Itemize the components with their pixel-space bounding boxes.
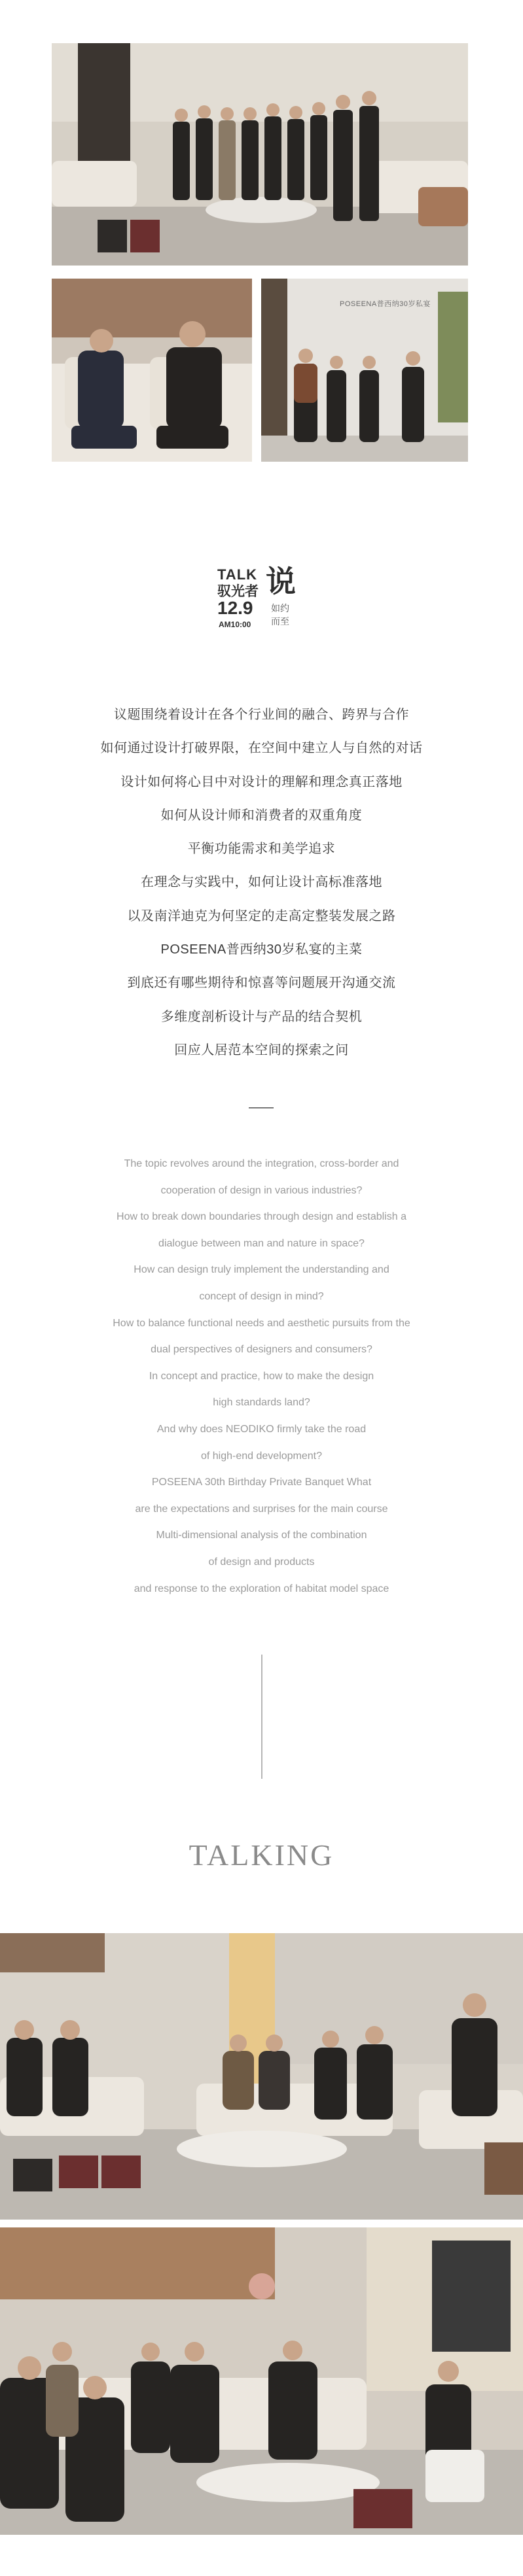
duo-seated-photo bbox=[52, 279, 252, 462]
intro-en-line: How can design truly implement the understanding and bbox=[134, 1264, 389, 1276]
lounge-discussion-photo-1 bbox=[0, 1933, 523, 2220]
group-photo-showroom bbox=[52, 43, 468, 266]
logo-ruyue-text: 如约而至 bbox=[271, 603, 289, 627]
intro-cn-line: POSEENA普西纳30岁私宴的主菜 bbox=[160, 942, 363, 957]
intro-cn-line: 到底还有哪些期待和惊喜等问题展开沟通交流 bbox=[127, 976, 396, 991]
logo-talk-text: TALK bbox=[217, 566, 258, 583]
intro-en-line: dual perspectives of designers and consumers? bbox=[151, 1344, 372, 1356]
intro-english-paragraph bbox=[0, 1151, 523, 1602]
intro-en-line: and response to the exploration of habitat model space bbox=[134, 1583, 389, 1594]
intro-cn-line: 议题围绕着设计在各个行业间的融合、跨界与合作 bbox=[114, 708, 409, 722]
logo-date-text: 12.9 bbox=[217, 598, 253, 618]
vertical-divider bbox=[261, 1655, 262, 1779]
intro-cn-line: 多维度剖析设计与产品的结合契机 bbox=[160, 1009, 363, 1024]
intro-en-line: of design and products bbox=[208, 1556, 315, 1568]
sign-wall-text: POSEENA普西纳30岁私宴 bbox=[340, 300, 431, 308]
intro-en-line: concept of design in mind? bbox=[199, 1290, 324, 1302]
intro-en-line: Multi-dimensional analysis of the combination bbox=[156, 1530, 367, 1541]
intro-en-line: are the expectations and surprises for the main course bbox=[135, 1503, 388, 1515]
short-divider bbox=[249, 1107, 274, 1108]
intro-cn-line: 如何通过设计打破界限，在空间中建立人与自然的对话 bbox=[100, 741, 423, 756]
intro-en-line: POSEENA 30th Birthday Private Banquet What bbox=[151, 1477, 372, 1488]
logo-name-text: 驭光者 bbox=[217, 584, 259, 599]
intro-en-line: of high-end development? bbox=[200, 1450, 323, 1462]
intro-cn-line: 如何从设计师和消费者的双重角度 bbox=[160, 808, 363, 823]
intro-en-line: The topic revolves around the integration, cross-border and bbox=[124, 1158, 399, 1169]
intro-en-line: dialogue between man and nature in space? bbox=[158, 1237, 365, 1249]
intro-chinese-paragraph bbox=[0, 698, 523, 1067]
logo-shuo-text: 说 bbox=[266, 564, 296, 598]
intro-en-line: How to balance functional needs and aesthetic pursuits from the bbox=[113, 1317, 410, 1329]
intro-cn-line: 设计如何将心目中对设计的理解和理念真正落地 bbox=[120, 774, 403, 789]
intro-en-line: And why does NEODIKO firmly take the road bbox=[156, 1423, 367, 1435]
intro-en-line: high standards land? bbox=[213, 1397, 310, 1409]
intro-en-line: cooperation of design in various industries? bbox=[160, 1184, 363, 1196]
intro-cn-line: 回应人居范本空间的探索之问 bbox=[174, 1042, 349, 1057]
intro-en-line: In concept and practice, how to make the design bbox=[149, 1370, 374, 1382]
lounge-discussion-photo-2 bbox=[0, 2227, 523, 2535]
intro-en-line: How to break down boundaries through design and establish a bbox=[117, 1211, 406, 1223]
logo-time-text: AM10:00 bbox=[219, 620, 251, 629]
intro-cn-line: 在理念与实践中，如何让设计高标准落地 bbox=[141, 875, 382, 890]
talk-event-logo bbox=[216, 566, 308, 638]
section-title-talking: TALKING bbox=[189, 1838, 334, 1872]
group-sign-wall-photo bbox=[261, 279, 468, 462]
intro-cn-line: 平衡功能需求和美学追求 bbox=[187, 842, 336, 857]
intro-cn-line: 以及南洋迪克为何坚定的走高定整装发展之路 bbox=[127, 908, 396, 923]
